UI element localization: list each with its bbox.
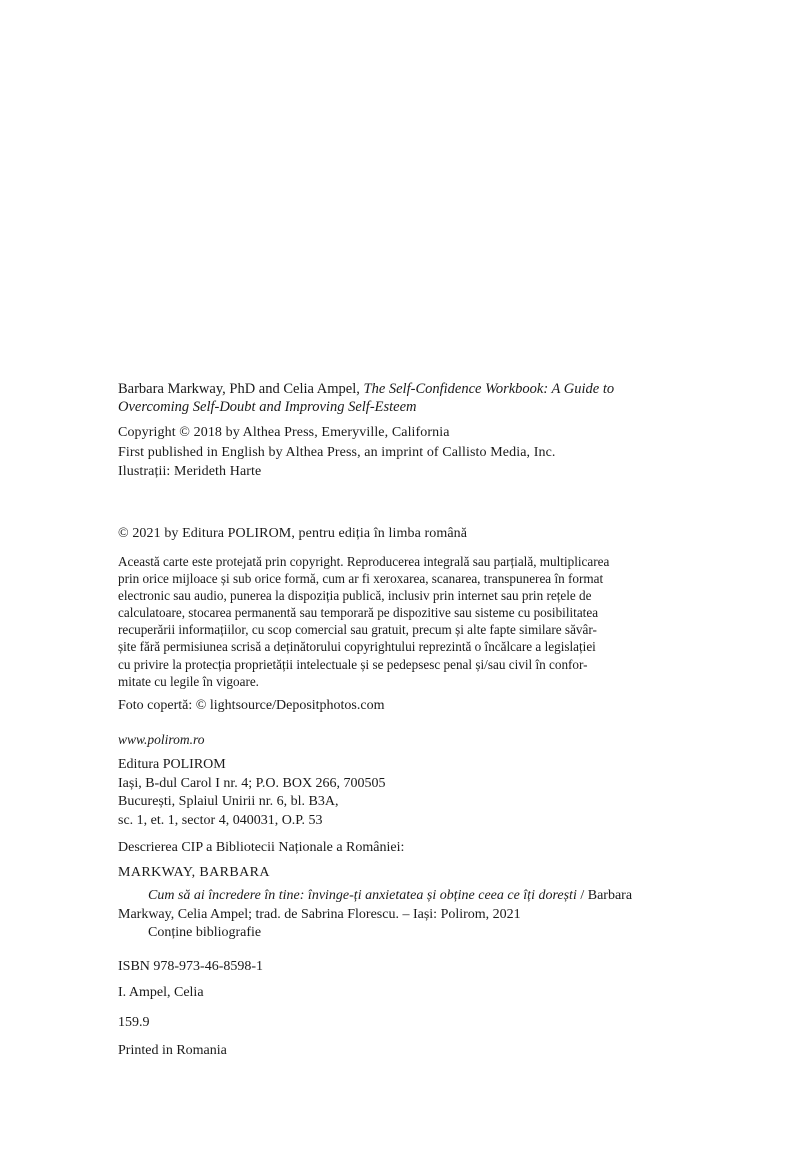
- cip-details: Markway, Celia Ampel; trad. de Sabrina Florescu. – Iași: Polirom, 2021: [118, 906, 521, 922]
- original-copyright: [118, 423, 688, 482]
- credits-title-part2: Overcoming Self-Doubt and Improving Self-Esteem: [118, 399, 417, 415]
- credits-title-part1: The Self-Confidence Workbook: A Guide to: [363, 381, 615, 397]
- cip-title: Cum să ai încredere în tine: învinge-ți anxietatea și obține ceea ce îți dorești: [148, 888, 577, 903]
- original-copyright-line2: First published in English by Althea Press, an imprint of Callisto Media, Inc.: [118, 444, 556, 460]
- legal-line: șite fără permisiunea scrisă a deținătorului copyrightului reprezintă o încălcare a legislației: [118, 639, 596, 655]
- cip-note: Conține bibliografie: [148, 925, 262, 940]
- isbn: ISBN 978-973-46-8598-1: [118, 959, 264, 974]
- legal-line: Această carte este protejată prin copyright. Reproducerea integrală sau parțială, multiplicarea: [118, 554, 610, 569]
- illustrations-credit: Ilustrații: Merideth Harte: [118, 464, 262, 479]
- publisher-address-line: sc. 1, et. 1, sector 4, 040031, O.P. 53: [118, 812, 323, 828]
- classification-number: 159.9: [118, 1015, 150, 1030]
- credits-authors: Barbara Markway, PhD and Celia Ampel,: [118, 381, 364, 397]
- original-copyright-line1: Copyright © 2018 by Althea Press, Emeryville, California: [118, 425, 450, 440]
- legal-line: mitate cu legile în vigoare.: [118, 673, 259, 689]
- cip-heading: Descrierea CIP a Bibliotecii Naționale a României:: [118, 840, 405, 855]
- cip-entry: [118, 887, 688, 943]
- cover-photo-credit: Foto copertă: © lightsource/Depositphotos.com: [118, 698, 385, 713]
- printed-in: Printed in Romania: [118, 1043, 227, 1058]
- publisher-address-line: Iași, B-dul Carol I nr. 4; P.O. BOX 266, 700505: [118, 775, 386, 791]
- legal-line: prin orice mijloace și sub orice formă, cum ar fi xeroxarea, scanarea, transpunerea în format: [118, 571, 604, 587]
- publisher-name: Editura POLIROM: [118, 757, 226, 772]
- legal-notice: [118, 553, 688, 690]
- publisher-address: [118, 756, 688, 830]
- secondary-author: I. Ampel, Celia: [118, 985, 204, 1000]
- website-link[interactable]: www.polirom.ro: [118, 732, 205, 747]
- legal-line: recuperării informațiilor, cu scop comercial sau gratuit, precum și alte fapte similare săvâr-: [118, 622, 597, 638]
- polirom-copyright: © 2021 by Editura POLIROM, pentru ediția în limba română: [118, 526, 468, 541]
- legal-line: electronic sau audio, punerea la dispoziția publică, inclusiv prin internet sau prin rețele de: [118, 588, 592, 604]
- publisher-address-line: București, Splaiul Unirii nr. 6, bl. B3A,: [118, 794, 339, 809]
- legal-line: calculatoare, stocarea permanentă sau temporară pe dispozitive sau sisteme cu posibilitatea: [118, 605, 599, 621]
- original-credits: [118, 380, 688, 416]
- cip-title-rest: / Barbara: [576, 888, 633, 903]
- legal-line: cu privire la protecția proprietății intelectuale și se pedepsesc penal și/sau civil în confor-: [118, 656, 588, 672]
- cip-author: MARKWAY, BARBARA: [118, 865, 270, 880]
